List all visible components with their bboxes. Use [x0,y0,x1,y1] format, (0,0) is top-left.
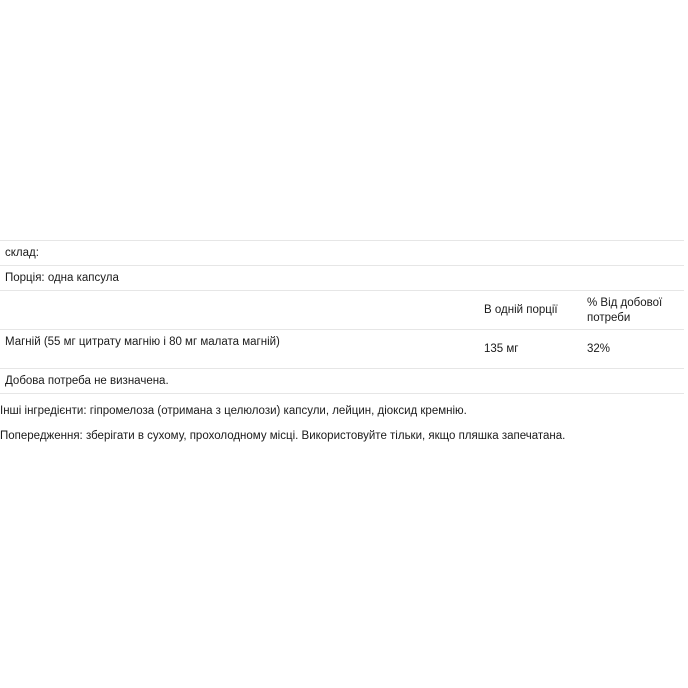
serving-size: Порція: одна капсула [5,272,119,284]
nutrient-amount: 135 мг [484,343,519,355]
supplement-facts-table [0,240,684,394]
nutrient-daily-value: 32% [587,343,611,355]
facts-title: склад: [5,247,39,259]
daily-value-header: % Від добової потреби [587,297,663,324]
table-header-row [0,290,684,329]
daily-value-footnote-row [0,368,684,394]
serving-size-row [0,265,684,290]
table-row [0,329,684,368]
facts-title-row [0,240,684,265]
amount-per-serving-header: В одній порції [484,304,558,316]
other-ingredients: Інші інгредієнти: гіпромелоза (отримана з целюлози) капсули, лейцин, діоксид кремнію. [0,405,467,417]
nutrient-name: Магній (55 мг цитрату магнію і 80 мг малата магній) [5,336,280,348]
daily-value-footnote: Добова потреба не визначена. [5,375,169,387]
warning-text: Попередження: зберігати в сухому, прохолодному місці. Використовуйте тільки, якщо пляшка запечатана. [0,430,566,442]
